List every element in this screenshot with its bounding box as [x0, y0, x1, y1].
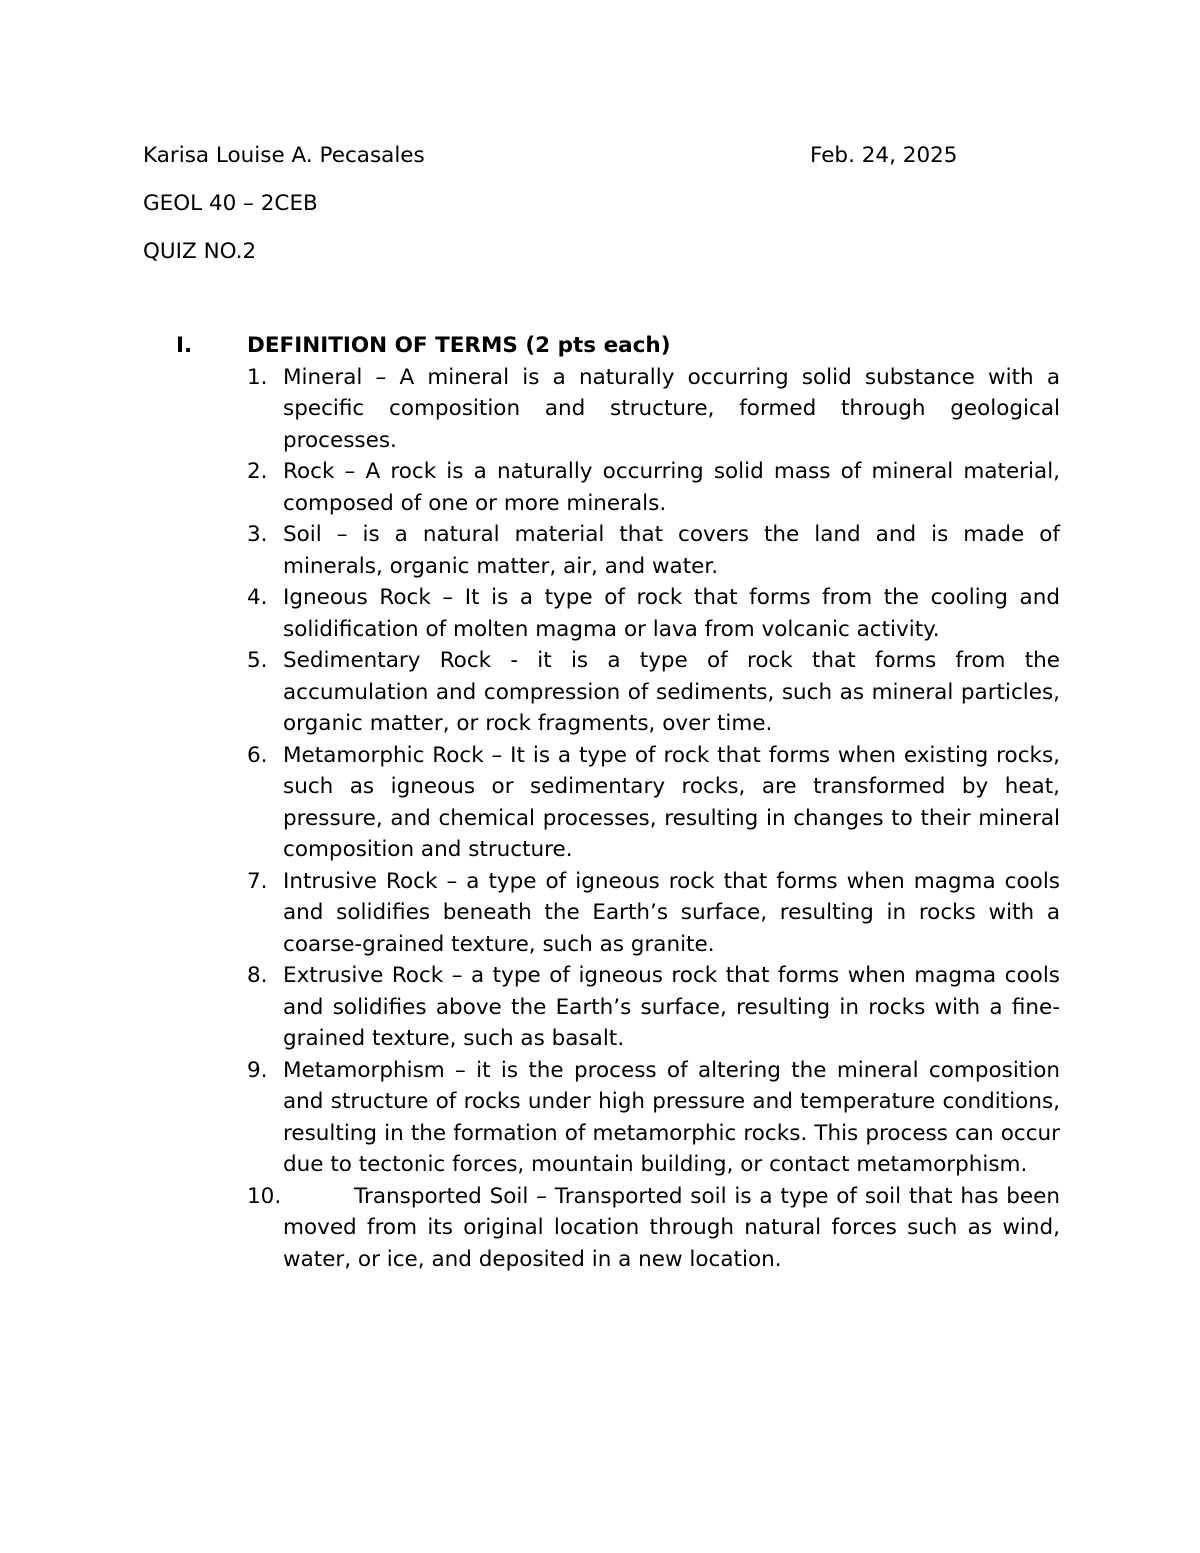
item-number: 9.	[247, 1057, 268, 1083]
item-number: 6.	[247, 742, 268, 768]
quiz-date: Feb. 24, 2025	[810, 143, 958, 168]
definition-item	[176, 1181, 1060, 1276]
item-number: 8.	[247, 963, 268, 988]
definition-item	[176, 582, 1060, 645]
definition-item	[176, 740, 1060, 866]
section-heading	[176, 330, 1060, 362]
item-text: Metamorphism – it is the process of altering the mineral composition and structure of rocks under high pressure and temperature conditions, resulting in the formation of metamorphic rocks. This process can occur due to tectonic forces, mountain building, or contact metamorphism.	[283, 1057, 1060, 1177]
item-text: Mineral – A mineral is a naturally occurring solid substance with a specific composition and structure, formed through geological processes.	[283, 364, 1060, 453]
definition-item	[176, 866, 1060, 961]
item-text: Sedimentary Rock - it is a type of rock that forms from the accumulation and compression of sediments, such as mineral particles, organic matter, or rock fragments, over time.	[283, 648, 1060, 736]
item-number: 5.	[247, 648, 268, 673]
definition-item	[176, 362, 1060, 457]
item-number: 2.	[247, 459, 268, 484]
definition-list	[176, 362, 1060, 1276]
item-text: Extrusive Rock – a type of igneous rock that forms when magma cools and solidifies above the Earth’s surface, resulting in rocks with a fine-grained texture, such as basalt.	[283, 963, 1060, 1051]
course-code: GEOL 40 – 2CEB	[143, 191, 318, 216]
item-text: Intrusive Rock – a type of igneous rock that forms when magma cools and solidifies beneath the Earth’s surface, resulting in rocks with a coarse-grained texture, such as granite.	[283, 868, 1060, 957]
item-number: 1.	[247, 364, 268, 390]
item-text-content: Transported Soil – Transported soil is a type of soil that has been moved from its original location through natural forces such as wind, water, or ice, and deposited in a new location.	[283, 1183, 1060, 1272]
student-name: Karisa Louise A. Pecasales	[143, 143, 425, 168]
item-text: Igneous Rock – It is a type of rock that forms from the cooling and solidification of molten magma or lava from volcanic activity.	[283, 585, 1060, 642]
definition-item	[176, 456, 1060, 519]
item-number: 10.	[247, 1183, 282, 1209]
item-text: Rock – A rock is a naturally occurring solid mass of mineral material, composed of one or more minerals.	[283, 459, 1060, 516]
definition-item	[176, 1055, 1060, 1181]
definition-item	[176, 960, 1060, 1055]
quiz-title: QUIZ NO.2	[143, 239, 257, 264]
item-text: Metamorphic Rock – It is a type of rock that forms when existing rocks, such as igneous or sedimentary rocks, are transformed by heat, pressure, and chemical processes, resulting in changes to their mineral composition and structure.	[283, 742, 1060, 862]
section-numeral: I.	[176, 333, 193, 358]
definition-item	[176, 645, 1060, 740]
definition-item	[176, 519, 1060, 582]
item-number: 4.	[247, 585, 268, 610]
item-number: 7.	[247, 868, 268, 894]
item-text: Soil – is a natural material that covers the land and is made of minerals, organic matter, air, and water.	[283, 522, 1060, 579]
item-number: 3.	[247, 522, 268, 547]
definitions-section	[176, 330, 1060, 1275]
section-title: DEFINITION OF TERMS (2 pts each)	[247, 333, 671, 358]
item-text	[283, 1181, 1060, 1276]
